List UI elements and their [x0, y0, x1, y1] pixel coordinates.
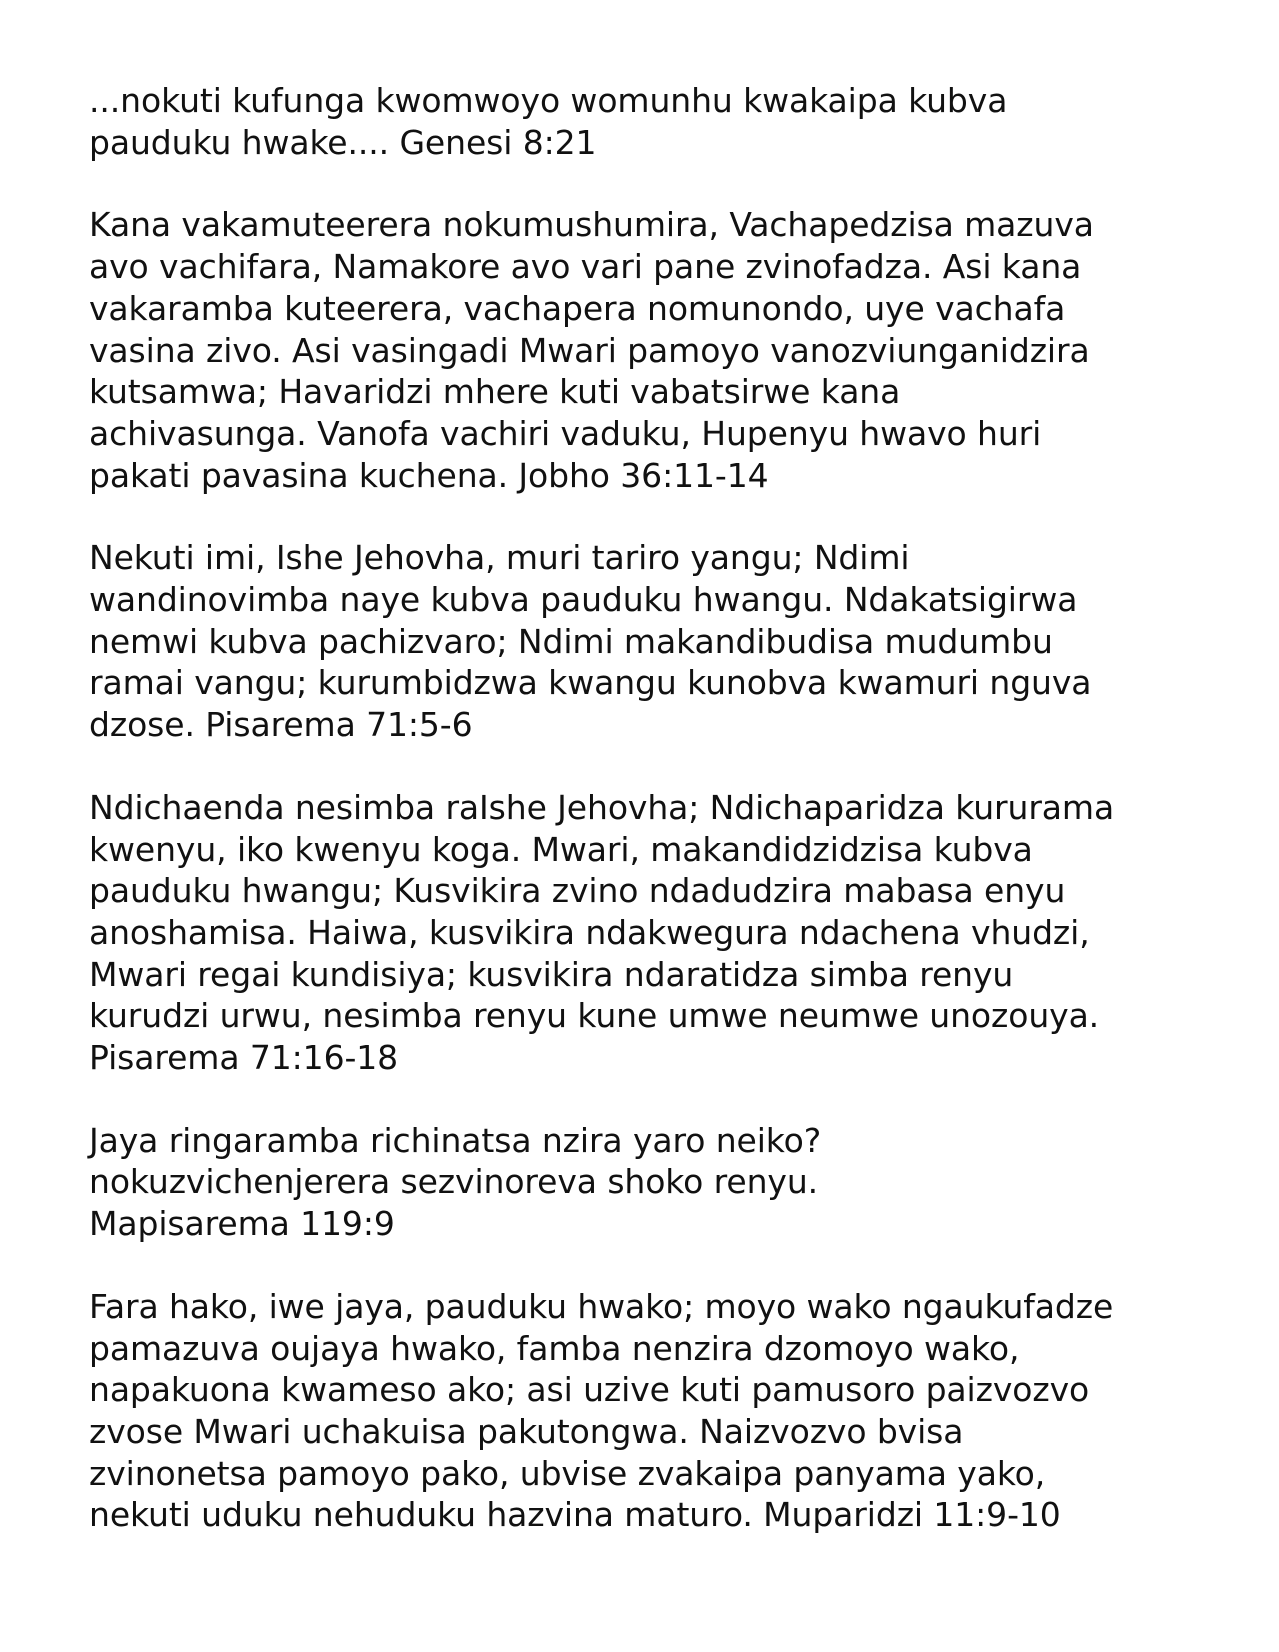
- text-line: Nekuti imi, Ishe Jehovha, muri tariro yangu; Ndimi: [89, 538, 910, 578]
- paragraph-job: [89, 204, 1209, 496]
- paragraph-genesis: [89, 80, 1209, 163]
- text-line: anoshamisa. Haiwa, kusvikira ndakwegura ndachena vhudzi,: [89, 912, 1090, 952]
- text-line: wandinovimba naye kubva pauduku hwangu. Ndakatsigirwa: [89, 580, 1078, 620]
- text-line: ...nokuti kufunga kwomwoyo womunhu kwakaipa kubva: [89, 81, 1008, 120]
- text-line: zvinonetsa pamoyo pako, ubvise zvakaipa panyama yako,: [89, 1453, 1046, 1493]
- text-line: napakuona kwameso ako; asi uzive kuti pamusoro paizvozvo: [89, 1370, 1090, 1410]
- text-line: ramai vangu; kurumbidzwa kwangu kunobva kwamuri nguva: [89, 663, 1092, 703]
- text-line: pauduku hwangu; Kusvikira zvino ndadudzira mabasa enyu: [89, 871, 1066, 911]
- text-line: avo vachifara, Namakore avo vari pane zvinofadza. Asi kana: [89, 247, 1082, 287]
- text-line: Kana vakamuteerera nokumushumira, Vachapedzisa mazuva: [89, 205, 1094, 245]
- text-line: kurudzi urwu, nesimba renyu kune umwe neumwe unozouya.: [89, 996, 1100, 1036]
- text-line: nekuti uduku nehuduku hazvina maturo. Muparidzi 11:9-10: [89, 1495, 1061, 1535]
- text-line: pauduku hwake.... Genesi 8:21: [89, 122, 597, 162]
- text-line: pakati pavasina kuchena. Jobho 36:11-14: [89, 455, 769, 495]
- text-line: vasina zivo. Asi vasingadi Mwari pamoyo vanozviunganidzira: [89, 330, 1090, 370]
- text-line: Fara hako, iwe jaya, pauduku hwako; moyo wako ngaukufadze: [89, 1286, 1114, 1326]
- text-line: Mwari regai kundisiya; kusvikira ndaratidza simba renyu: [89, 954, 1014, 994]
- text-line: Ndichaenda nesimba raIshe Jehovha; Ndichaparidza kururama: [89, 787, 1115, 827]
- text-line: Mapisarema 119:9: [89, 1204, 395, 1244]
- text-line: pamazuva oujaya hwako, famba nenzira dzomoyo wako,: [89, 1328, 1020, 1368]
- paragraph-psalm-119: [89, 1120, 1209, 1245]
- text-line: kutsamwa; Havaridzi mhere kuti vabatsirwe kana: [89, 372, 901, 412]
- paragraph-ecclesiastes: [89, 1286, 1209, 1536]
- text-line: Jaya ringaramba richinatsa nzira yaro neiko?: [89, 1120, 822, 1160]
- text-line: dzose. Pisarema 71:5-6: [89, 705, 473, 745]
- text-line: kwenyu, iko kwenyu koga. Mwari, makandidzidzisa kubva: [89, 829, 1033, 869]
- paragraph-psalm-71-16: [89, 787, 1209, 1079]
- text-line: achivasunga. Vanofa vachiri vaduku, Hupenyu hwavo huri: [89, 413, 1042, 453]
- text-line: nemwi kubva pachizvaro; Ndimi makandibudisa mudumbu: [89, 621, 1053, 661]
- document-page: [89, 80, 1209, 1577]
- text-line: nokuzvichenjerera sezvinoreva shoko renyu.: [89, 1162, 819, 1202]
- text-line: zvose Mwari uchakuisa pakutongwa. Naizvozvo bvisa: [89, 1411, 964, 1451]
- paragraph-psalm-71-5: [89, 537, 1209, 746]
- text-line: vakaramba kuteerera, vachapera nomunondo, uye vachafa: [89, 288, 1066, 328]
- text-line: Pisarema 71:16-18: [89, 1038, 399, 1078]
